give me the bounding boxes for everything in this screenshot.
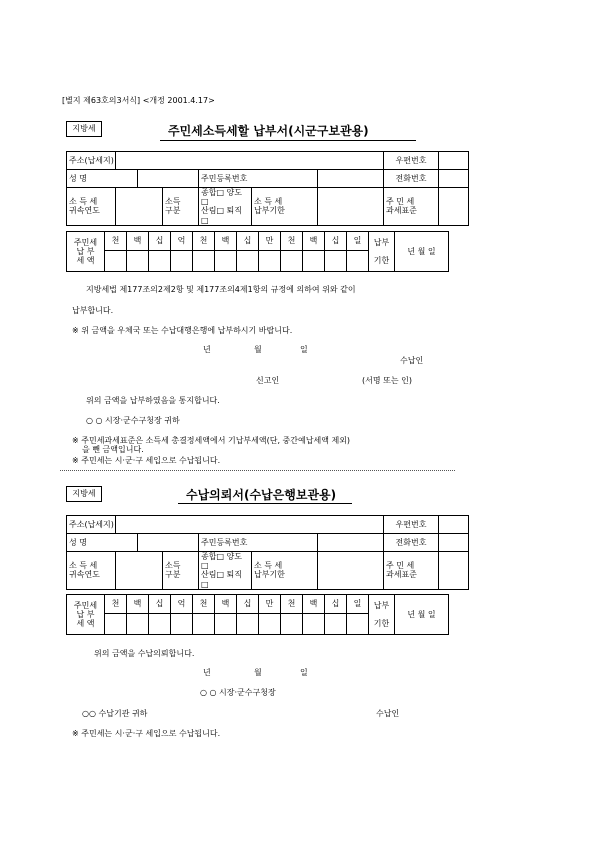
address-label: 주소(납세지) [67, 152, 116, 170]
postal-code-field[interactable] [439, 152, 469, 170]
form1-signature-label: (서명 또는 인) [362, 376, 412, 385]
form2-title: 수납의뢰서(수납은행보관용) [186, 488, 337, 502]
unit-sip: 십 [149, 232, 171, 251]
amount-digit[interactable] [325, 614, 347, 635]
address-field[interactable] [116, 152, 384, 170]
income-tax-due-label: 소 득 세 납부기한 [252, 188, 318, 226]
unit-cheon: 천 [281, 232, 303, 251]
form1-recipient: ○ ○ 시장·군수구청장 귀하 [86, 416, 180, 425]
resident-number-field[interactable] [318, 170, 384, 188]
cut-line [60, 470, 455, 471]
phone-label: 전화번호 [384, 170, 439, 188]
name-label: 성 명 [67, 534, 138, 552]
form2-info-table [66, 515, 469, 590]
phone-field[interactable] [439, 170, 469, 188]
amount-digit[interactable] [237, 614, 259, 635]
resident-number-label: 주민등록번호 [199, 534, 318, 552]
income-tax-year-label: 소 득 세 귀속연도 [67, 188, 116, 226]
postal-code-label: 우편번호 [384, 152, 439, 170]
form2-date-year: 년 [203, 668, 211, 677]
amount-digit[interactable] [105, 251, 127, 272]
unit-sip: 십 [325, 232, 347, 251]
amount-digit[interactable] [127, 614, 149, 635]
amount-label: 주민세 납 부 세 액 [67, 595, 105, 635]
form1-date-day: 일 [300, 345, 308, 354]
postal-code-label: 우편번호 [384, 516, 439, 534]
phone-field[interactable] [439, 534, 469, 552]
form1-tag: 지방세 [66, 121, 102, 137]
unit-cheon: 천 [193, 232, 215, 251]
form1-receipt-stamp: 수납인 [400, 356, 424, 365]
amount-digit[interactable] [105, 614, 127, 635]
amount-digit[interactable] [281, 251, 303, 272]
name-field[interactable] [138, 534, 199, 552]
resident-number-field[interactable] [318, 534, 384, 552]
name-label: 성 명 [67, 170, 138, 188]
amount-digit[interactable] [215, 614, 237, 635]
address-label: 주소(납세지) [67, 516, 116, 534]
form1-note-payment: ※ 위 금액을 우체국 또는 수납대행은행에 납부하시기 바랍니다. [72, 326, 293, 335]
form2-note-revenue: ※ 주민세는 시·군·구 세입으로 수납됩니다. [72, 729, 221, 738]
income-tax-due-field[interactable] [318, 552, 384, 590]
form1-statement-cont: 납부합니다. [72, 306, 114, 315]
income-type-label: 소득 구분 [163, 188, 199, 226]
form-reference: [별지 제63호의3서식] <개정 2001.4.17> [62, 96, 215, 105]
amount-digit[interactable] [325, 251, 347, 272]
due-date-field[interactable]: 년 월 일 [395, 232, 449, 272]
unit-eok: 억 [171, 232, 193, 251]
form1-info-table [66, 151, 469, 226]
amount-digit[interactable] [193, 614, 215, 635]
form1-date-year: 년 [203, 345, 211, 354]
unit-cheon: 천 [105, 232, 127, 251]
name-field[interactable] [138, 170, 199, 188]
resident-number-label: 주민등록번호 [199, 170, 318, 188]
unit-baek: 백 [303, 232, 325, 251]
unit-cheon: 천 [105, 595, 127, 614]
form1-note-revenue: ※ 주민세는 시·군·구 세입으로 수납됩니다. [72, 456, 221, 465]
form2-statement: 위의 금액을 수납의뢰합니다. [94, 649, 195, 658]
form1-amount-table [66, 231, 449, 272]
form2-amount-table [66, 594, 449, 635]
tax-base-label: 주 민 세 과세표준 [384, 188, 439, 226]
income-tax-due-label: 소 득 세 납부기한 [252, 552, 318, 590]
form2-title-underline [178, 503, 352, 504]
amount-digit[interactable] [281, 614, 303, 635]
amount-digit[interactable] [149, 614, 171, 635]
postal-code-field[interactable] [439, 516, 469, 534]
tax-base-field[interactable] [439, 188, 469, 226]
form2-date-day: 일 [300, 668, 308, 677]
income-type-label: 소득 구분 [163, 552, 199, 590]
due-date-field[interactable]: 년 월 일 [395, 595, 449, 635]
income-tax-due-field[interactable] [318, 188, 384, 226]
amount-digit[interactable] [193, 251, 215, 272]
form2-date-month: 월 [254, 668, 262, 677]
due-date-label: 납부 기한 [369, 232, 395, 272]
unit-il: 일 [347, 595, 369, 614]
form1-date-month: 월 [254, 345, 262, 354]
unit-baek: 백 [215, 595, 237, 614]
form1-note-taxbase: ※ 주민세과세표준은 소득세 총결정세액에서 기납부세액(단, 중간예납세액 제외) [72, 436, 351, 445]
unit-man: 만 [259, 595, 281, 614]
due-date-label: 납부 기한 [369, 595, 395, 635]
unit-il: 일 [347, 232, 369, 251]
form2-receipt-stamp: 수납인 [376, 709, 400, 718]
income-type-options[interactable]: 종합□ 양도□ 산림□ 퇴직□ [199, 552, 252, 590]
form1-note-taxbase-cont: 을 뺀 금액입니다. [82, 445, 144, 454]
form1-statement: 지방세법 제177조의2제2항 및 제177조의4제1항의 규정에 의하여 위와 같이 [86, 285, 356, 294]
income-type-options[interactable]: 종합□ 양도□ 산림□ 퇴직□ [199, 188, 252, 226]
unit-baek: 백 [127, 232, 149, 251]
unit-sip: 십 [237, 232, 259, 251]
unit-man: 만 [259, 232, 281, 251]
tax-base-field[interactable] [439, 552, 469, 590]
amount-digit[interactable] [347, 251, 369, 272]
form1-title-underline [160, 140, 416, 141]
amount-digit[interactable] [171, 251, 193, 272]
form1-notice: 위의 금액을 납부하였음을 통지합니다. [86, 396, 220, 405]
amount-digit[interactable] [237, 251, 259, 272]
form2-tag: 지방세 [66, 486, 102, 502]
form2-recipient: ○○ 수납기관 귀하 [82, 709, 148, 718]
amount-digit[interactable] [149, 251, 171, 272]
amount-digit[interactable] [259, 251, 281, 272]
unit-sip: 십 [149, 595, 171, 614]
unit-cheon: 천 [193, 595, 215, 614]
amount-digit[interactable] [259, 614, 281, 635]
amount-digit[interactable] [303, 614, 325, 635]
form2-sender: ○ ○ 시장·군수구청장 [200, 688, 276, 697]
tax-base-label: 주 민 세 과세표준 [384, 552, 439, 590]
amount-label: 주민세 납 부 세 액 [67, 232, 105, 272]
unit-cheon: 천 [281, 595, 303, 614]
phone-label: 전화번호 [384, 534, 439, 552]
amount-digit[interactable] [127, 251, 149, 272]
amount-digit[interactable] [215, 251, 237, 272]
unit-sip: 십 [237, 595, 259, 614]
unit-baek: 백 [215, 232, 237, 251]
amount-digit[interactable] [347, 614, 369, 635]
amount-digit[interactable] [171, 614, 193, 635]
form1-title: 주민세소득세할 납부서(시군구보관용) [168, 124, 369, 138]
form1-filer-label: 신고인 [256, 376, 280, 385]
amount-digit[interactable] [303, 251, 325, 272]
unit-baek: 백 [127, 595, 149, 614]
address-field[interactable] [116, 516, 384, 534]
income-tax-year-label: 소 득 세 귀속연도 [67, 552, 116, 590]
unit-sip: 십 [325, 595, 347, 614]
unit-eok: 억 [171, 595, 193, 614]
unit-baek: 백 [303, 595, 325, 614]
income-tax-year-field[interactable] [116, 552, 163, 590]
income-tax-year-field[interactable] [116, 188, 163, 226]
